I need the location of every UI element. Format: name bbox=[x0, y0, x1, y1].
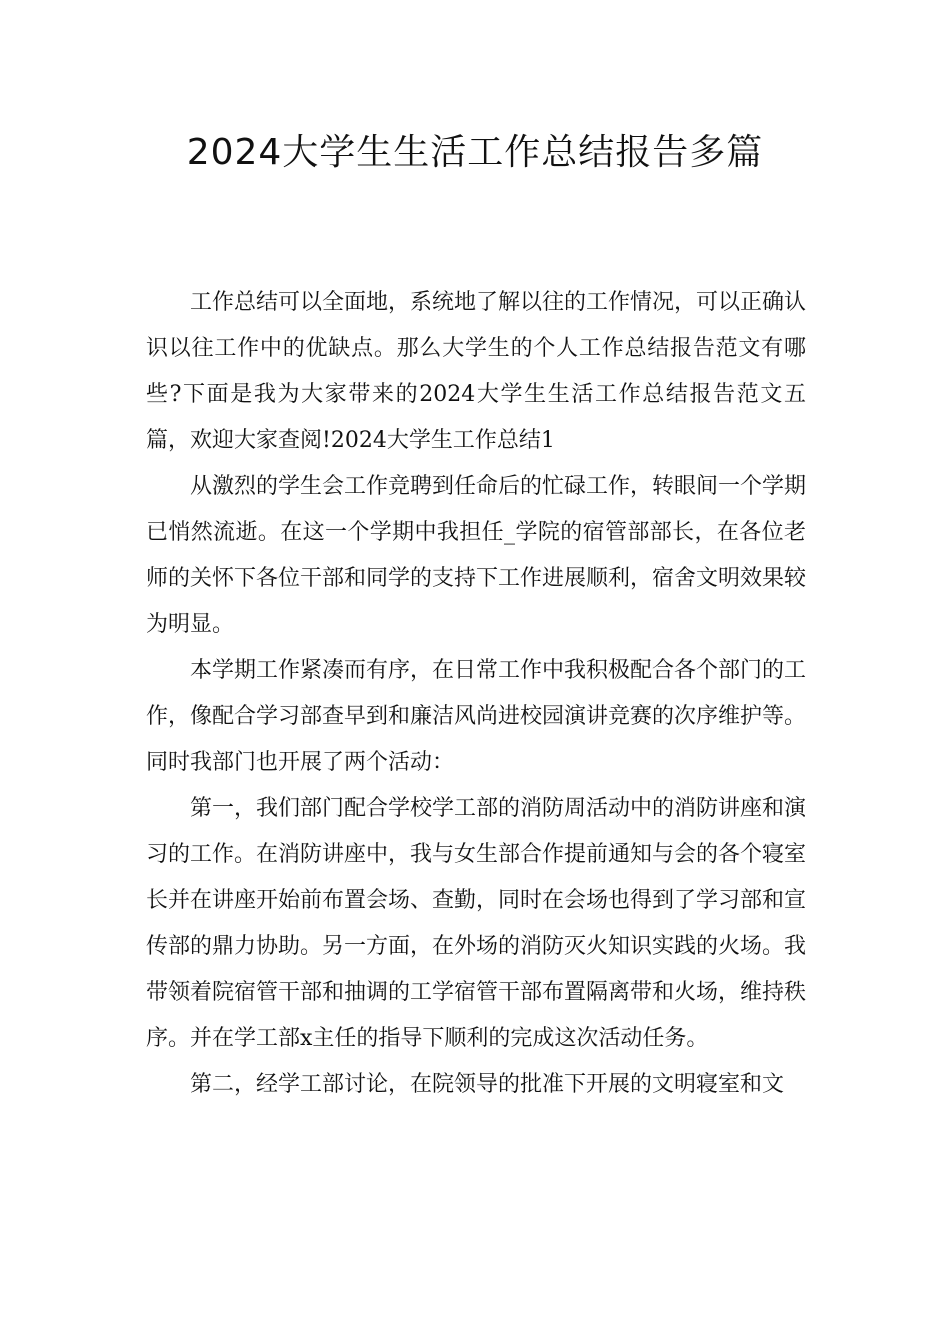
document-title: 2024大学生生活工作总结报告多篇 bbox=[186, 132, 764, 173]
paragraph-5: 第二，经学工部讨论，在院领导的批准下开展的文明寝室和文 bbox=[190, 1072, 785, 1097]
paragraph-3: 本学期工作紧凑而有序，在日常工作中我积极配合各个部门的工作，像配合学习部查早到和廉洁风尚进校园演讲竞赛的次序维护等。同时我部门也开展了两个活动： bbox=[146, 658, 807, 775]
paragraph-4: 第一，我们部门配合学校学工部的消防周活动中的消防讲座和演习的工作。在消防讲座中，我与女生部合作提前通知与会的各个寝室长并在讲座开始前布置会场、查勤，同时在会场也得到了学习部和宣传部的鼎力协助。另一方面，在外场的消防灭火知识实践的火场。我带领着院宿管干部和抽调的工学宿管干部布置隔离带和火场，维持秩序。并在学工部x主任的指导下顺利的完成这次活动任务。 bbox=[146, 796, 807, 1051]
document-body bbox=[146, 280, 806, 1108]
paragraph-intro: 工作总结可以全面地，系统地了解以往的工作情况，可以正确认识以往工作中的优缺点。那么大学生的个人工作总结报告范文有哪些?下面是我为大家带来的2024大学生生活工作总结报告范文五篇，欢迎大家查阅!2024大学生工作总结1 bbox=[146, 290, 807, 453]
paragraph-2: 从激烈的学生会工作竞聘到任命后的忙碌工作，转眼间一个学期已悄然流逝。在这一个学期中我担任_学院的宿管部部长，在各位老师的关怀下各位干部和同学的支持下工作进展顺利，宿舍文明效果较为明显。 bbox=[146, 474, 807, 637]
